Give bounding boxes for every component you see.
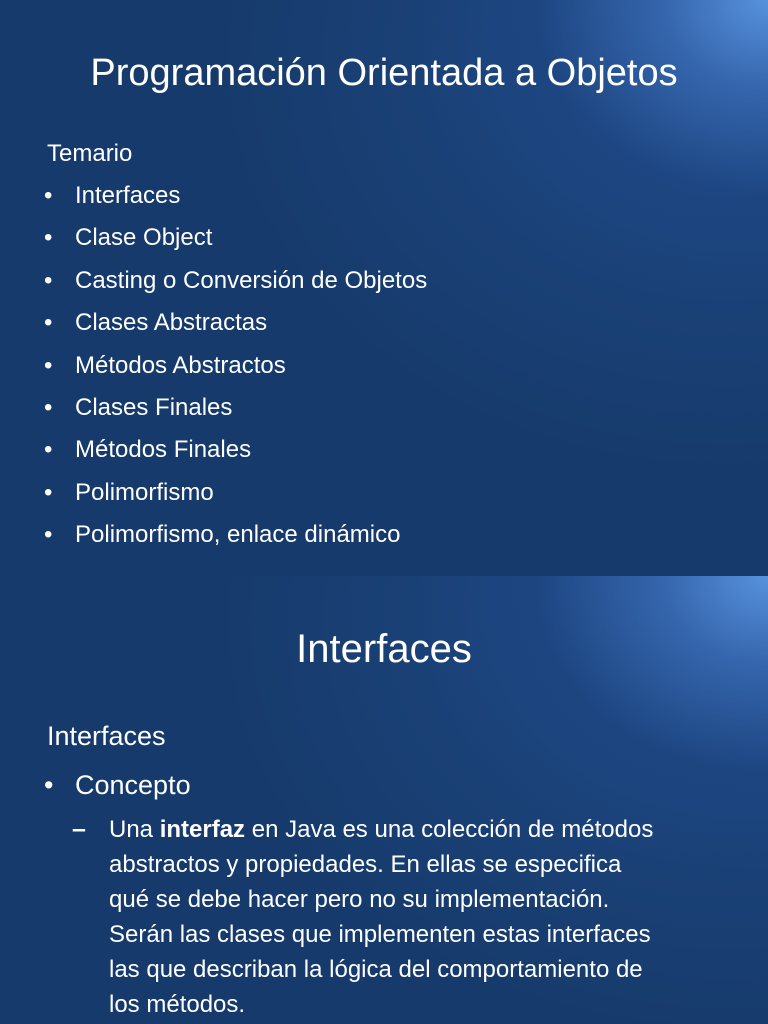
paragraph-line <box>109 812 752 847</box>
bullet-icon: • <box>44 351 53 379</box>
list-item <box>44 516 427 558</box>
list-item <box>44 431 427 473</box>
list-item-label: Interfaces <box>75 182 181 209</box>
concept-label: Concepto <box>75 770 191 800</box>
list-item <box>44 177 427 219</box>
slide-title: Interfaces <box>296 627 472 671</box>
list-item-label: Casting o Conversión de Objetos <box>75 266 428 294</box>
topic-list <box>44 177 427 559</box>
paragraph-line: Serán las clases que implementen estas interfaces <box>109 921 651 948</box>
bullet-icon: • <box>44 224 53 252</box>
list-item-label: Polimorfismo <box>75 478 214 506</box>
bullet-icon: • <box>44 309 53 337</box>
list-item <box>44 262 427 304</box>
paragraph-line: abstractos y propiedades. En ellas se especifica <box>109 851 622 878</box>
bullet-icon: • <box>44 266 53 294</box>
bullet-icon: • <box>44 521 53 549</box>
line-prefix: Una <box>109 816 160 843</box>
list-item <box>44 219 427 261</box>
slide-title: Programación Orientada a Objetos <box>90 52 678 94</box>
list-item-label: Clases Abstractas <box>75 309 268 337</box>
list-item <box>44 304 427 346</box>
bullet-icon: • <box>44 770 54 800</box>
section-heading: Interfaces <box>47 721 166 751</box>
list-item-label: Métodos Finales <box>75 436 252 464</box>
paragraph-line: qué se debe hacer pero no su implementación. <box>109 886 610 913</box>
slide-2 <box>0 576 768 1024</box>
bullet-icon: • <box>44 393 53 421</box>
concept-bullet <box>44 766 191 804</box>
list-item <box>44 474 427 516</box>
line-suffix: en Java es una colección de métodos <box>245 816 654 843</box>
list-item <box>44 389 427 431</box>
list-item <box>44 347 427 389</box>
paragraph-line: las que describan la lógica del comportamiento de <box>109 956 643 983</box>
dash-icon: – <box>72 815 86 843</box>
definition-block <box>72 812 752 1022</box>
section-heading: Temario <box>47 140 133 167</box>
list-item-label: Métodos Abstractos <box>75 351 286 379</box>
list-item-label: Clases Finales <box>75 393 233 421</box>
bullet-icon: • <box>44 478 53 506</box>
definition-paragraph <box>109 812 752 1022</box>
bold-term: interfaz <box>159 816 246 843</box>
bullet-icon: • <box>44 182 53 209</box>
list-item-label: Clase Object <box>75 224 213 252</box>
bullet-icon: • <box>44 436 53 464</box>
paragraph-line: los métodos. <box>109 991 246 1018</box>
list-item-label: Polimorfismo, enlace dinámico <box>75 521 401 549</box>
